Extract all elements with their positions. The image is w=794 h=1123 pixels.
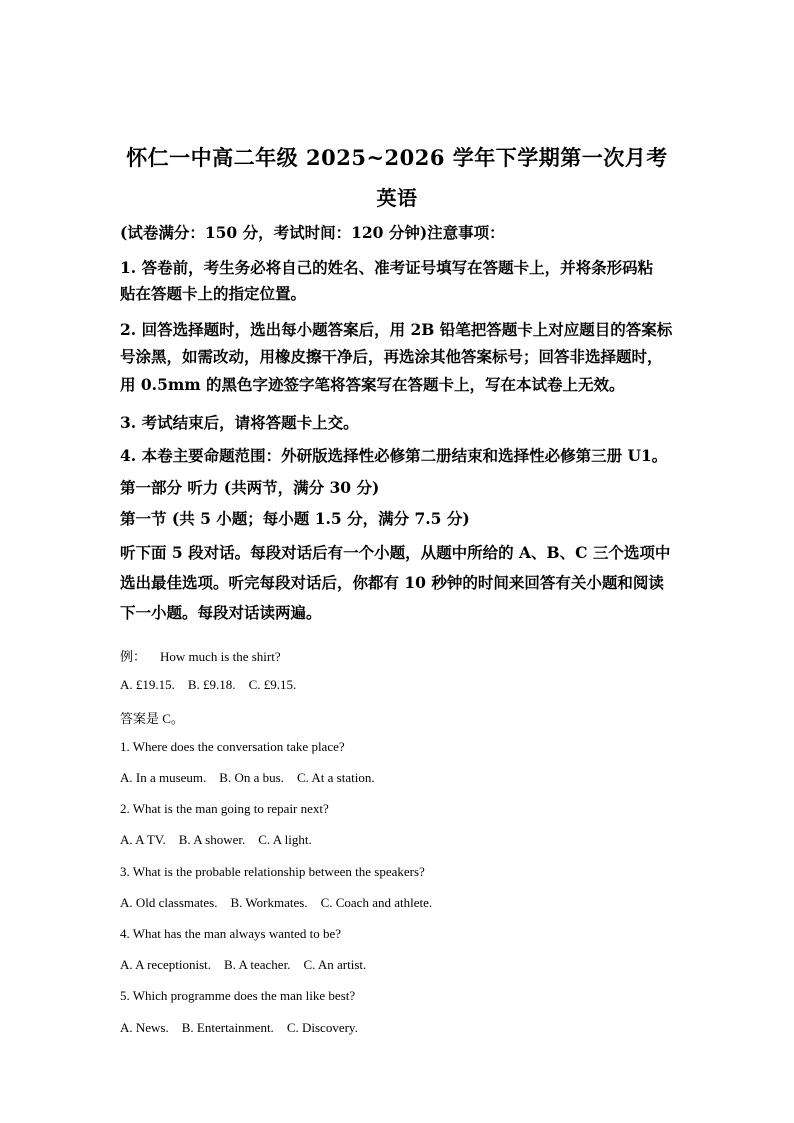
notice-item-1-line-2: 贴在答题卡上的指定位置。 xyxy=(120,284,307,303)
example-options xyxy=(120,677,309,693)
question-5: 5. Which programme does the man like best? xyxy=(120,988,356,1003)
option-b: B. £9.18. xyxy=(187,677,236,692)
example-answer: 答案是 C。 xyxy=(120,711,184,726)
option-c: C. £9.15. xyxy=(248,677,297,692)
option-b: B. A teacher. xyxy=(224,957,291,972)
option-a: A. A TV. xyxy=(120,832,166,847)
option-a: A. Old classmates. xyxy=(120,895,218,910)
option-c: C. An artist. xyxy=(303,957,367,972)
question-1: 1. Where does the conversation take place? xyxy=(120,739,345,754)
example-question xyxy=(120,646,281,665)
notice-item-4: 4. 本卷主要命题范围：外研版选择性必修第二册结束和选择性必修第三册 U1。 xyxy=(120,446,668,465)
instructions-line-1: 听下面 5 段对话。每段对话后有一个小题，从题中所给的 A、B、C 三个选项中 xyxy=(120,543,671,562)
section-heading: 第一节 (共 5 小题；每小题 1.5 分，满分 7.5 分) xyxy=(120,509,470,528)
question-3-options xyxy=(120,895,445,911)
option-c: C. At a station. xyxy=(296,770,375,785)
option-b: B. Entertainment. xyxy=(181,1020,274,1035)
option-b: B. Workmates. xyxy=(230,895,308,910)
example-label: 例： xyxy=(120,649,147,664)
option-a: A. £19.15. xyxy=(120,677,175,692)
question-4-options xyxy=(120,957,379,973)
option-c: C. A light. xyxy=(258,832,312,847)
instructions-line-2: 选出最佳选项。听完每段对话后，你都有 10 秒钟的时间来回答有关小题和阅读 xyxy=(120,573,664,592)
question-2: 2. What is the man going to repair next? xyxy=(120,801,329,816)
notice-item-3: 3. 考试结束后，请将答题卡上交。 xyxy=(120,413,359,432)
notice-item-1-line-1: 1. 答卷前，考生务必将自己的姓名、准考证号填写在答题卡上，并将条形码粘 xyxy=(120,258,654,277)
notice-item-2-line-3: 用 0.5mm 的黑色字迹签字笔将答案写在答题卡上，写在本试卷上无效。 xyxy=(120,375,625,394)
question-1-options xyxy=(120,770,388,786)
example-question-text: How much is the shirt? xyxy=(160,649,281,664)
instructions-line-3: 下一小题。每段对话读两遍。 xyxy=(120,603,322,622)
question-2-options xyxy=(120,832,325,848)
question-5-options xyxy=(120,1020,371,1036)
exam-title: 怀仁一中高二年级 2025~2026 学年下学期第一次月考 xyxy=(126,145,668,170)
notice-item-2-line-2: 号涂黑，如需改动，用橡皮擦干净后，再选涂其他答案标号；回答非选择题时， xyxy=(120,347,663,366)
option-a: A. A receptionist. xyxy=(120,957,211,972)
notice-item-2-line-1: 2. 回答选择题时，选出每小题答案后，用 2B 铅笔把答题卡上对应题目的答案标 xyxy=(120,320,673,339)
option-b: B. A shower. xyxy=(178,832,246,847)
option-b: B. On a bus. xyxy=(219,770,284,785)
part-heading: 第一部分 听力 (共两节，满分 30 分) xyxy=(120,478,380,497)
option-a: A. News. xyxy=(120,1020,169,1035)
notice-intro: (试卷满分：150 分，考试时间：120 分钟)注意事项： xyxy=(120,223,505,242)
question-3: 3. What is the probable relationship between the speakers? xyxy=(120,864,425,879)
subject-title: 英语 xyxy=(376,186,418,210)
option-a: A. In a museum. xyxy=(120,770,207,785)
option-c: C. Discovery. xyxy=(286,1020,358,1035)
option-c: C. Coach and athlete. xyxy=(320,895,433,910)
question-4: 4. What has the man always wanted to be? xyxy=(120,926,342,941)
